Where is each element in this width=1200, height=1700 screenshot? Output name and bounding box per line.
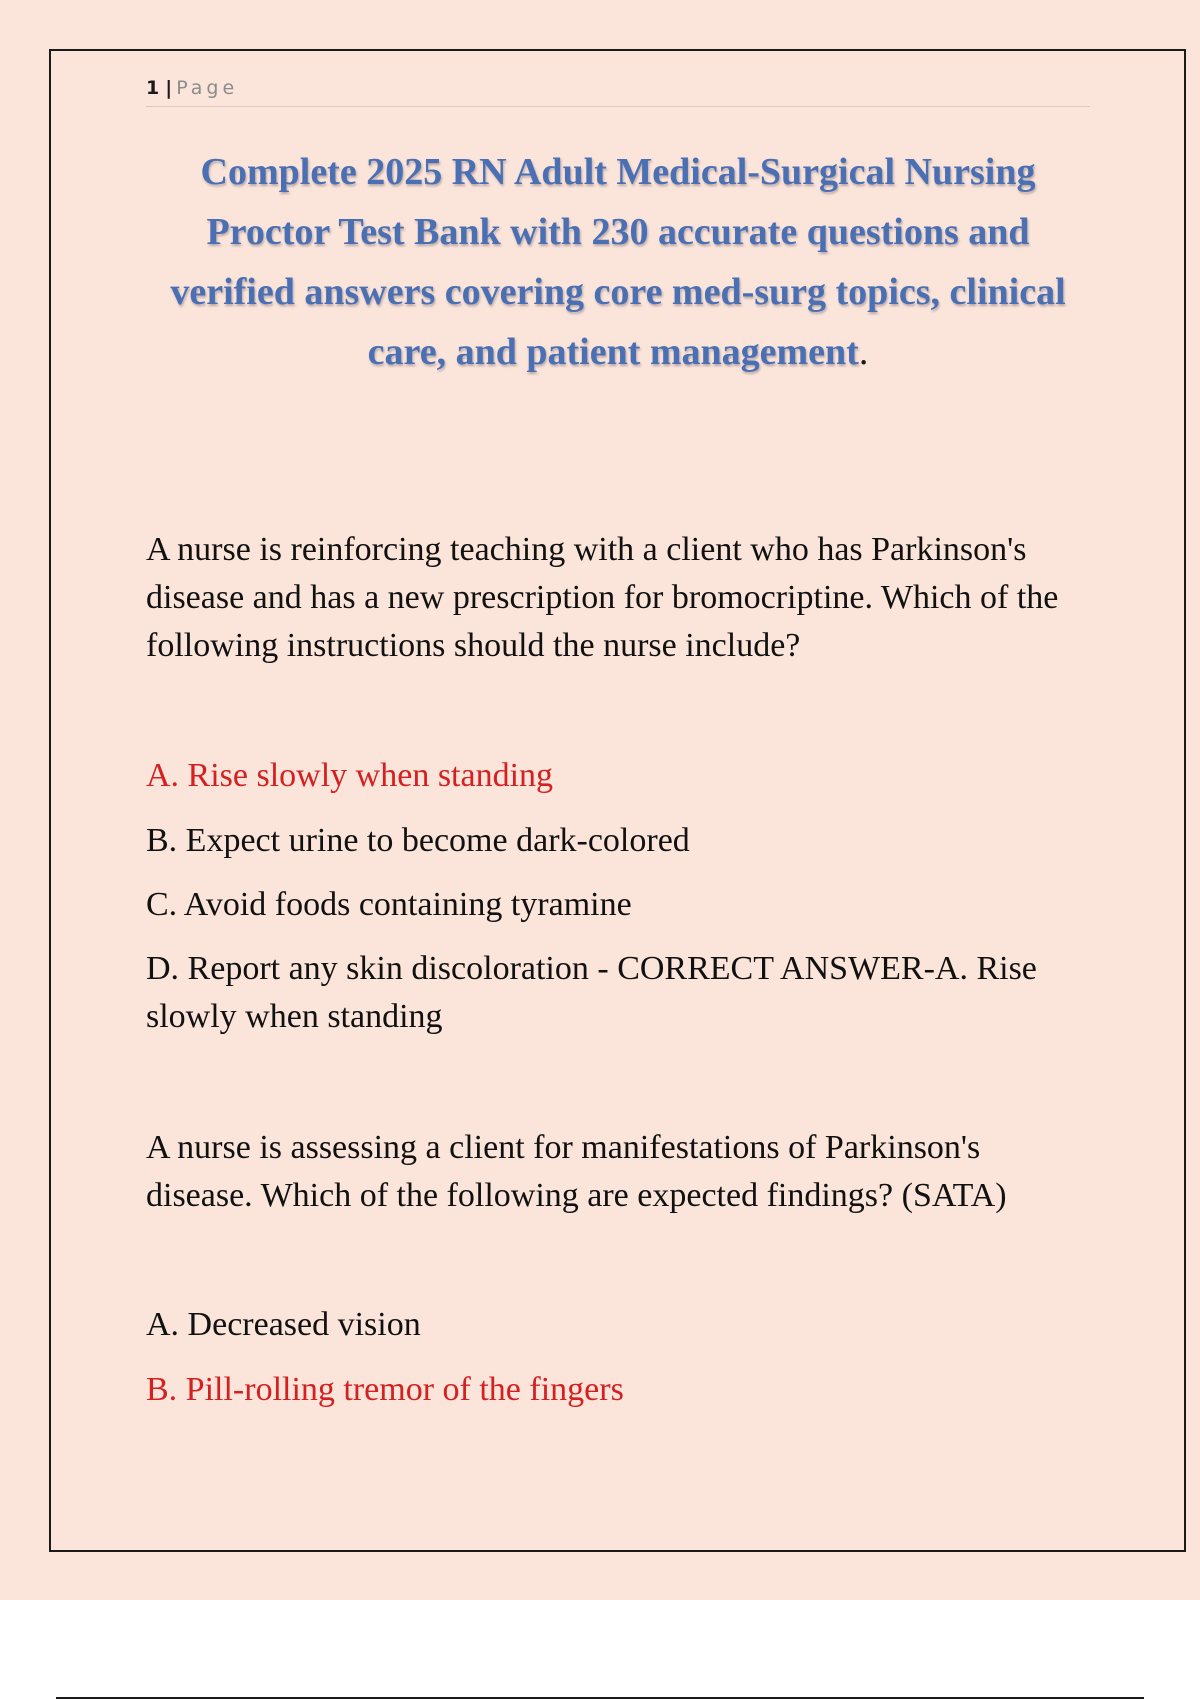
question-1-option-c: C. Avoid foods containing tyramine [146,886,632,923]
document-title [146,142,1090,382]
document-title-period: . [858,331,869,373]
question-2-stem: A nurse is assessing a client for manifestations of Parkinson's disease. Which of the following are expected findings? (SATA) [146,1129,1007,1214]
page-separator: | [165,77,173,99]
next-page-rule [56,1697,1144,1699]
question-1-option-a: A. Rise slowly when standing [146,757,554,794]
page-number: 1 [146,77,160,99]
question-1-stem: A nurse is reinforcing teaching with a client who has Parkinson's disease and has a new prescription for bromocriptine. Which of the following instructions should the nurse include? [146,531,1059,664]
page-label: Page [176,77,239,99]
question-2-option-a: A. Decreased vision [146,1306,421,1343]
question-1-option-b: B. Expect urine to become dark-colored [146,822,690,859]
question-1-option-d: D. Report any skin discoloration - CORRECT ANSWER-A. Rise slowly when standing [146,950,1037,1035]
page-header [146,74,1090,107]
document-title-text: Complete 2025 RN Adult Medical-Surgical Nursing Proctor Test Bank with 230 accurate questions and verified answers covering core med-surg topics, clinical care, and patient management [170,151,1066,373]
question-2-option-b: B. Pill-rolling tremor of the fingers [146,1371,624,1408]
